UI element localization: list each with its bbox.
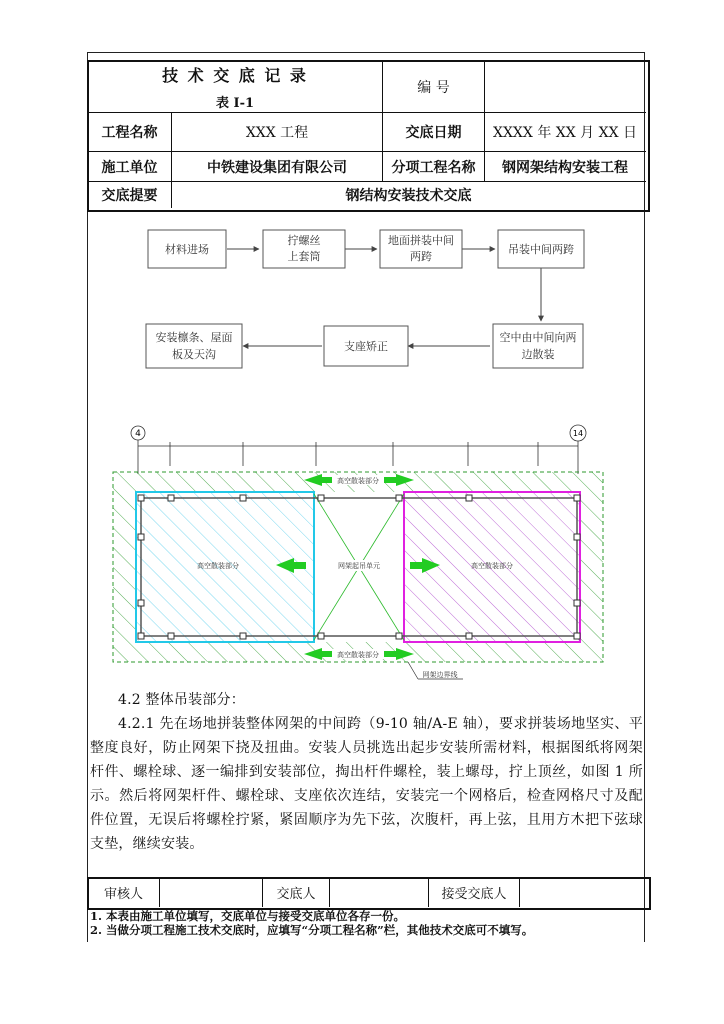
page-top-border [87, 52, 645, 53]
flow-step-7-line1: 安装檩条、屋面 [155, 331, 233, 344]
flow-step-2-line2: 上套筒 [287, 250, 321, 263]
reviewer-label: 审核人 [103, 887, 143, 902]
process-flowchart [140, 222, 600, 382]
footnote-1: 1. 本表由施工单位填写，交底单位与接受交底单位各存一份。 [90, 909, 406, 923]
flow-step-3-line1: 地面拼装中间 [388, 234, 454, 247]
label-right-zone: 高空散装部分 [471, 562, 513, 570]
axis-bubble-left [131, 426, 145, 440]
project-name-label: 工程名称 [101, 125, 158, 141]
contractor-label: 施工单位 [101, 159, 158, 176]
section-paragraph: 4.2.1 先在场地拼装整体网架的中间跨（9-10 轴/A-E 轴），要求拼装场地坚实、平整度良好，防止网架下挠及扭曲。安装人员挑选出起步安装所需材料，根据图纸将网架杆件、螺栓球、逐一编排到安装部位，掏出杆件螺栓，装上螺母，拧上顶丝，如图 1 所示。然后将网架杆件、螺栓球、支座依次连结，安装完一个网格后，检查网格尺寸及配件位置，无误后将螺栓拧紧，紧固顺序为先下弦，次腹杆，再上弦，且用方木把下弦球支垫，继续安装。 [90, 716, 643, 852]
sub-project-value[interactable]: 钢网架结构安装工程 [502, 159, 628, 176]
svg-text:4: 4 [135, 429, 141, 439]
contractor-value[interactable]: 中铁建设集团有限公司 [207, 159, 347, 176]
flow-step-2-line1: 拧螺丝 [287, 234, 321, 247]
flow-step-1: 材料进场 [165, 243, 209, 256]
number-label: 编 号 [417, 80, 450, 96]
form-number: 表 I-1 [215, 95, 255, 111]
flow-step-5-line2: 边散装 [521, 348, 555, 361]
flow-step-6: 支座矫正 [344, 340, 388, 353]
body-text [90, 688, 643, 856]
sub-project-label: 分项工程名称 [391, 159, 476, 176]
discloser-label: 交底人 [276, 887, 316, 902]
footnote-2: 2. 当做分项工程施工技术交底时，应填写“分项工程名称”栏，其他技术交底可不填写。 [90, 923, 534, 937]
flow-step-3-line2: 两跨 [410, 250, 432, 263]
label-left-zone: 高空散装部分 [197, 562, 239, 570]
summary-value[interactable]: 钢结构安装技术交底 [345, 188, 472, 204]
boundary-leader [408, 662, 463, 679]
receiver-label: 接受交底人 [441, 887, 507, 902]
document-title: 技 术 交 底 记 录 [162, 65, 308, 85]
summary-label: 交底提要 [101, 188, 158, 204]
flow-step-4: 吊装中间两跨 [508, 243, 574, 256]
grid-plan-drawing [108, 424, 608, 689]
flow-step-5-line1: 空中由中间向两 [499, 331, 577, 344]
boundary-label: 网架边界线 [422, 671, 458, 679]
label-top-zone: 高空散装部分 [337, 477, 379, 485]
label-bottom-zone: 高空散装部分 [337, 651, 379, 659]
date-label: 交底日期 [405, 125, 462, 141]
project-name-value[interactable]: XXX 工程 [245, 125, 309, 141]
label-center-unit: 网架起吊单元 [338, 562, 380, 570]
svg-text:14: 14 [572, 429, 584, 438]
axis-bubble-right [570, 425, 586, 441]
reviewer-value[interactable] [160, 879, 262, 906]
dimension-line [138, 438, 578, 474]
section-heading: 4.2 整体吊装部分： [118, 692, 245, 708]
footnotes [90, 909, 533, 937]
date-value[interactable]: XXXX 年 XX 月 XX 日 [493, 125, 637, 141]
number-value[interactable] [485, 62, 645, 112]
flow-step-7-line2: 板及天沟 [172, 348, 216, 361]
discloser-value[interactable] [330, 879, 428, 906]
receiver-value[interactable] [520, 879, 645, 906]
